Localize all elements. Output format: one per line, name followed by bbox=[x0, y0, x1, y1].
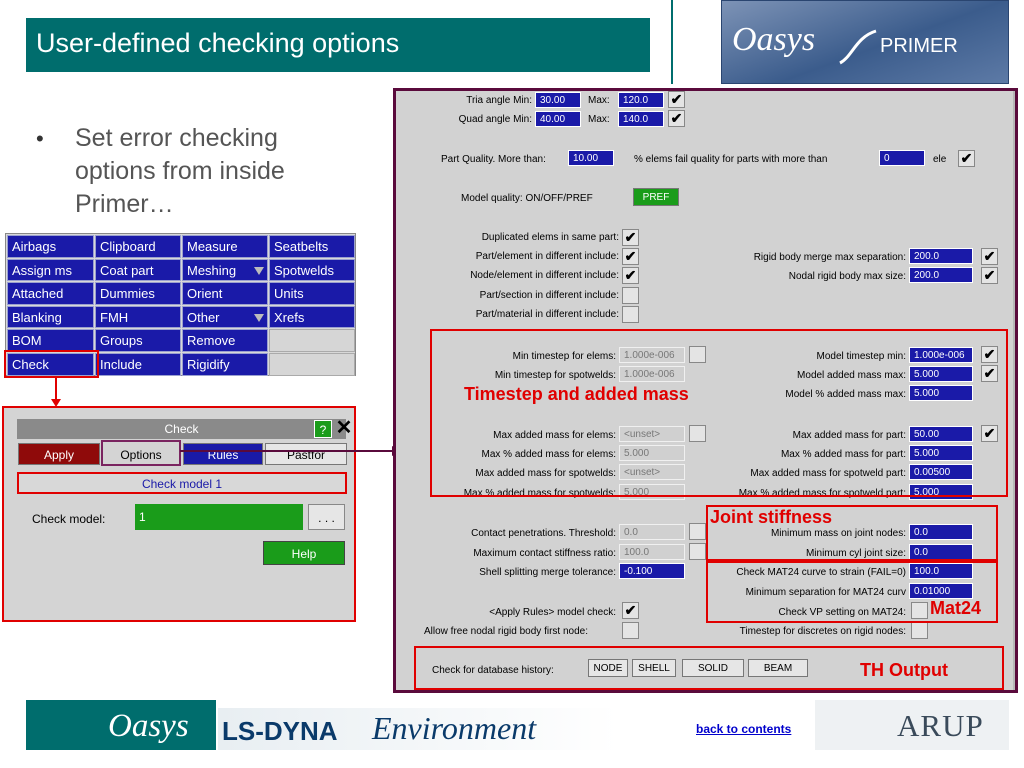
logo-primer-text: PRIMER bbox=[880, 35, 958, 57]
max-pct-spotpart-label: Max % added mass for spotweld part: bbox=[738, 488, 906, 499]
max-mass-part-label: Max added mass for part: bbox=[792, 430, 906, 441]
help-question-icon[interactable]: ? bbox=[314, 420, 332, 438]
tria-max-label: Max: bbox=[588, 95, 610, 106]
mat24-curve-field[interactable]: 100.0 bbox=[909, 563, 973, 579]
footer-lsdyna-text: LS-DYNA bbox=[222, 716, 338, 746]
free-nodal-label: Allow free nodal rigid body first node: bbox=[424, 626, 588, 637]
solid-button[interactable]: SOLID bbox=[682, 659, 744, 677]
menu-empty-cell bbox=[269, 353, 355, 376]
max-mass-elems-field[interactable]: <unset> bbox=[619, 426, 685, 442]
max-contact-field[interactable]: 100.0 bbox=[619, 544, 685, 560]
arup-logo: ARUP bbox=[897, 708, 984, 743]
menu-meshing-label: Meshing bbox=[187, 262, 237, 278]
dup-elems-label: Duplicated elems in same part: bbox=[481, 232, 619, 243]
menu-spotwelds[interactable]: Spotwelds bbox=[269, 259, 355, 282]
dropdown-triangle-icon bbox=[254, 314, 264, 322]
model-pct-mass-label: Model % added mass max: bbox=[785, 389, 906, 400]
max-mass-spot-label: Max added mass for spotwelds: bbox=[475, 468, 616, 479]
nodal-rigid-checkbox[interactable]: ✔ bbox=[981, 267, 998, 284]
apply-rules-label: <Apply Rules> model check: bbox=[489, 607, 616, 618]
tria-label: Tria angle Min: bbox=[466, 95, 532, 106]
part-quality-end-label: ele bbox=[933, 154, 947, 165]
min-mass-joint-label: Minimum mass on joint nodes: bbox=[770, 528, 906, 539]
divider-line bbox=[671, 0, 673, 84]
nodal-rigid-field[interactable]: 200.0 bbox=[909, 267, 973, 283]
part-elem-include-checkbox[interactable]: ✔ bbox=[622, 248, 639, 265]
help-button[interactable]: Help bbox=[263, 541, 345, 565]
timestep-discretes-label: Timestep for discretes on rigid nodes: bbox=[739, 626, 906, 637]
menu-units[interactable]: Units bbox=[269, 282, 355, 305]
menu-dummies[interactable]: Dummies bbox=[95, 282, 181, 305]
tria-max-field[interactable]: 120.0 bbox=[618, 92, 664, 108]
th-output-annotation: TH Output bbox=[860, 660, 948, 680]
check-model-label: Check model: bbox=[32, 512, 106, 526]
max-pct-part-field[interactable]: 5.000 bbox=[909, 445, 973, 461]
timestep-discretes-checkbox[interactable] bbox=[911, 622, 928, 639]
close-icon[interactable]: ✕ bbox=[335, 417, 353, 439]
primer-logo bbox=[721, 0, 1009, 84]
browse-dots-button[interactable]: . . . bbox=[308, 504, 345, 530]
quad-max-label: Max: bbox=[588, 114, 610, 125]
mat24-sep-label: Minimum separation for MAT24 curv bbox=[745, 587, 906, 598]
min-mass-joint-field[interactable]: 0.0 bbox=[909, 524, 973, 540]
options-button[interactable]: Options bbox=[101, 440, 181, 466]
model-added-mass-field[interactable]: 5.000 bbox=[909, 366, 973, 382]
min-cyl-label: Minimum cyl joint size: bbox=[805, 548, 906, 559]
quad-checkbox[interactable]: ✔ bbox=[668, 110, 685, 127]
part-quality-checkbox[interactable]: ✔ bbox=[958, 150, 975, 167]
logo-oasys-text: Oasys bbox=[732, 21, 816, 58]
dropdown-triangle-icon bbox=[254, 267, 264, 275]
tria-min-field[interactable]: 30.00 bbox=[535, 92, 581, 108]
min-ts-elems-field[interactable]: 1.000e-006 bbox=[619, 347, 685, 363]
quad-min-field[interactable]: 40.00 bbox=[535, 111, 581, 127]
menu-coat-part[interactable]: Coat part bbox=[95, 259, 181, 282]
menu-other[interactable] bbox=[182, 306, 268, 329]
pastfor-button[interactable]: Pastfor bbox=[265, 443, 347, 465]
menu-groups[interactable]: Groups bbox=[95, 329, 181, 352]
check-panel bbox=[2, 406, 356, 622]
part-quality-mid-label: % elems fail quality for parts with more than bbox=[634, 154, 828, 165]
model-quality-label: Model quality: ON/OFF/PREF bbox=[461, 193, 593, 204]
max-pct-spot-label: Max % added mass for spotwelds: bbox=[463, 488, 616, 499]
max-pct-spot-field[interactable]: 5.000 bbox=[619, 484, 685, 500]
menu-empty-cell bbox=[269, 329, 355, 352]
footer-oasys-logo: Oasys bbox=[108, 708, 189, 744]
mat24-annotation: Mat24 bbox=[930, 598, 982, 618]
part-quality-field[interactable]: 10.00 bbox=[568, 150, 614, 166]
bullet-text: Set error checking options from inside Primer… bbox=[75, 124, 285, 218]
model-ts-min-checkbox[interactable]: ✔ bbox=[981, 346, 998, 363]
part-material-include-checkbox[interactable] bbox=[622, 306, 639, 323]
shell-split-label: Shell splitting merge tolerance: bbox=[479, 567, 616, 578]
node-elem-include-label: Node/element in different include: bbox=[470, 270, 619, 281]
max-pct-elems-label: Max % added mass for elems: bbox=[481, 449, 616, 460]
check-panel-title: Check bbox=[17, 419, 346, 439]
menu-blanking[interactable]: Blanking bbox=[7, 306, 94, 329]
check-highlight-box bbox=[4, 350, 99, 378]
rigid-merge-label: Rigid body merge max separation: bbox=[753, 252, 906, 263]
bullet-icon: • bbox=[36, 126, 44, 151]
max-mass-spotpart-label: Max added mass for spotweld part: bbox=[750, 468, 906, 479]
model-quality-pref-button[interactable]: PREF bbox=[633, 188, 679, 206]
beam-button[interactable]: BEAM bbox=[748, 659, 808, 677]
max-mass-elems-label: Max added mass for elems: bbox=[493, 430, 616, 441]
footer-environment-text: Environment bbox=[372, 710, 537, 746]
nodal-rigid-label: Nodal rigid body max size: bbox=[788, 271, 906, 282]
tria-checkbox[interactable]: ✔ bbox=[668, 91, 685, 108]
part-material-include-label: Part/material in different include: bbox=[475, 309, 619, 320]
check-model-bar[interactable]: Check model 1 bbox=[17, 472, 347, 494]
max-mass-spotpart-field[interactable]: 0.00500 bbox=[909, 464, 973, 480]
shell-split-field[interactable]: -0.100 bbox=[619, 563, 685, 579]
menu-clipboard[interactable]: Clipboard bbox=[95, 235, 181, 258]
min-ts-spot-label: Min timestep for spotwelds: bbox=[494, 370, 616, 381]
menu-remove[interactable]: Remove bbox=[182, 329, 268, 352]
node-elem-include-checkbox[interactable]: ✔ bbox=[622, 267, 639, 284]
menu-other-label: Other bbox=[187, 309, 220, 325]
menu-orient[interactable]: Orient bbox=[182, 282, 268, 305]
max-contact-label: Maximum contact stiffness ratio: bbox=[473, 548, 616, 559]
mat24-sep-field[interactable]: 0.01000 bbox=[909, 583, 973, 599]
rigid-merge-checkbox[interactable]: ✔ bbox=[981, 248, 998, 265]
model-ts-min-label: Model timestep min: bbox=[816, 351, 906, 362]
vp-label: Check VP setting on MAT24: bbox=[778, 607, 906, 618]
scrollbar[interactable] bbox=[1013, 91, 1018, 691]
part-section-include-checkbox[interactable] bbox=[622, 287, 639, 304]
max-pct-spotpart-field[interactable]: 5.000 bbox=[909, 484, 973, 500]
menu-meshing[interactable] bbox=[182, 259, 268, 282]
timestep-highlight-box bbox=[430, 329, 1008, 497]
free-nodal-checkbox[interactable] bbox=[622, 622, 639, 639]
min-ts-elems-label: Min timestep for elems: bbox=[512, 351, 616, 362]
model-added-mass-label: Model added mass max: bbox=[797, 370, 906, 381]
max-mass-part-field[interactable]: 50.00 bbox=[909, 426, 973, 442]
back-to-contents-link[interactable]: back to contents bbox=[696, 722, 792, 736]
check-model-field[interactable]: 1 bbox=[135, 504, 303, 530]
contact-pen-field[interactable]: 0.0 bbox=[619, 524, 685, 540]
apply-button[interactable]: Apply bbox=[18, 443, 100, 465]
contact-pen-label: Contact penetrations. Threshold: bbox=[471, 528, 616, 539]
node-button[interactable]: NODE bbox=[588, 659, 628, 677]
part-quality-count-field[interactable]: 0 bbox=[879, 150, 925, 166]
menu-attached[interactable]: Attached bbox=[7, 282, 94, 305]
min-cyl-field[interactable]: 0.0 bbox=[909, 544, 973, 560]
max-mass-spot-field[interactable]: <unset> bbox=[619, 464, 685, 480]
db-history-label: Check for database history: bbox=[432, 665, 554, 676]
slide-title: User-defined checking options bbox=[26, 18, 650, 72]
menu-airbags[interactable]: Airbags bbox=[7, 235, 94, 258]
swoosh-icon bbox=[838, 27, 878, 67]
dup-elems-checkbox[interactable]: ✔ bbox=[622, 229, 639, 246]
apply-rules-checkbox[interactable]: ✔ bbox=[622, 602, 639, 619]
part-section-include-label: Part/section in different include: bbox=[479, 290, 619, 301]
menu-fmh[interactable]: FMH bbox=[95, 306, 181, 329]
mat24-curve-label: Check MAT24 curve to strain (FAIL=0) bbox=[736, 567, 906, 578]
part-elem-include-label: Part/element in different include: bbox=[475, 251, 619, 262]
menu-seatbelts[interactable]: Seatbelts bbox=[269, 235, 355, 258]
joint-annotation: Joint stiffness bbox=[710, 507, 833, 527]
model-ts-min-field[interactable]: 1.000e-006 bbox=[909, 347, 973, 363]
model-pct-mass-field[interactable]: 5.000 bbox=[909, 385, 973, 401]
menu-measure[interactable]: Measure bbox=[182, 235, 268, 258]
part-quality-label: Part Quality. More than: bbox=[441, 154, 546, 165]
rigid-merge-field[interactable]: 200.0 bbox=[909, 248, 973, 264]
menu-bom[interactable]: BOM bbox=[7, 329, 94, 352]
max-pct-part-label: Max % added mass for part: bbox=[780, 449, 906, 460]
menu-check[interactable]: Check bbox=[7, 353, 94, 376]
shell-button[interactable]: SHELL bbox=[632, 659, 676, 677]
menu-xrefs[interactable]: Xrefs bbox=[269, 306, 355, 329]
max-mass-part-checkbox[interactable]: ✔ bbox=[981, 425, 998, 442]
connector-arrow-icon bbox=[180, 445, 402, 457]
model-added-mass-checkbox[interactable]: ✔ bbox=[981, 365, 998, 382]
timestep-annotation: Timestep and added mass bbox=[464, 384, 689, 404]
rules-button[interactable]: Rules bbox=[183, 443, 263, 465]
menu-rigidify[interactable]: Rigidify bbox=[182, 353, 268, 376]
menu-assign-ms[interactable]: Assign ms bbox=[7, 259, 94, 282]
max-pct-elems-field[interactable]: 5.000 bbox=[619, 445, 685, 461]
min-ts-spot-field[interactable]: 1.000e-006 bbox=[619, 366, 685, 382]
menu-include[interactable]: Include bbox=[95, 353, 181, 376]
quad-label: Quad angle Min: bbox=[458, 114, 532, 125]
quad-max-field[interactable]: 140.0 bbox=[618, 111, 664, 127]
